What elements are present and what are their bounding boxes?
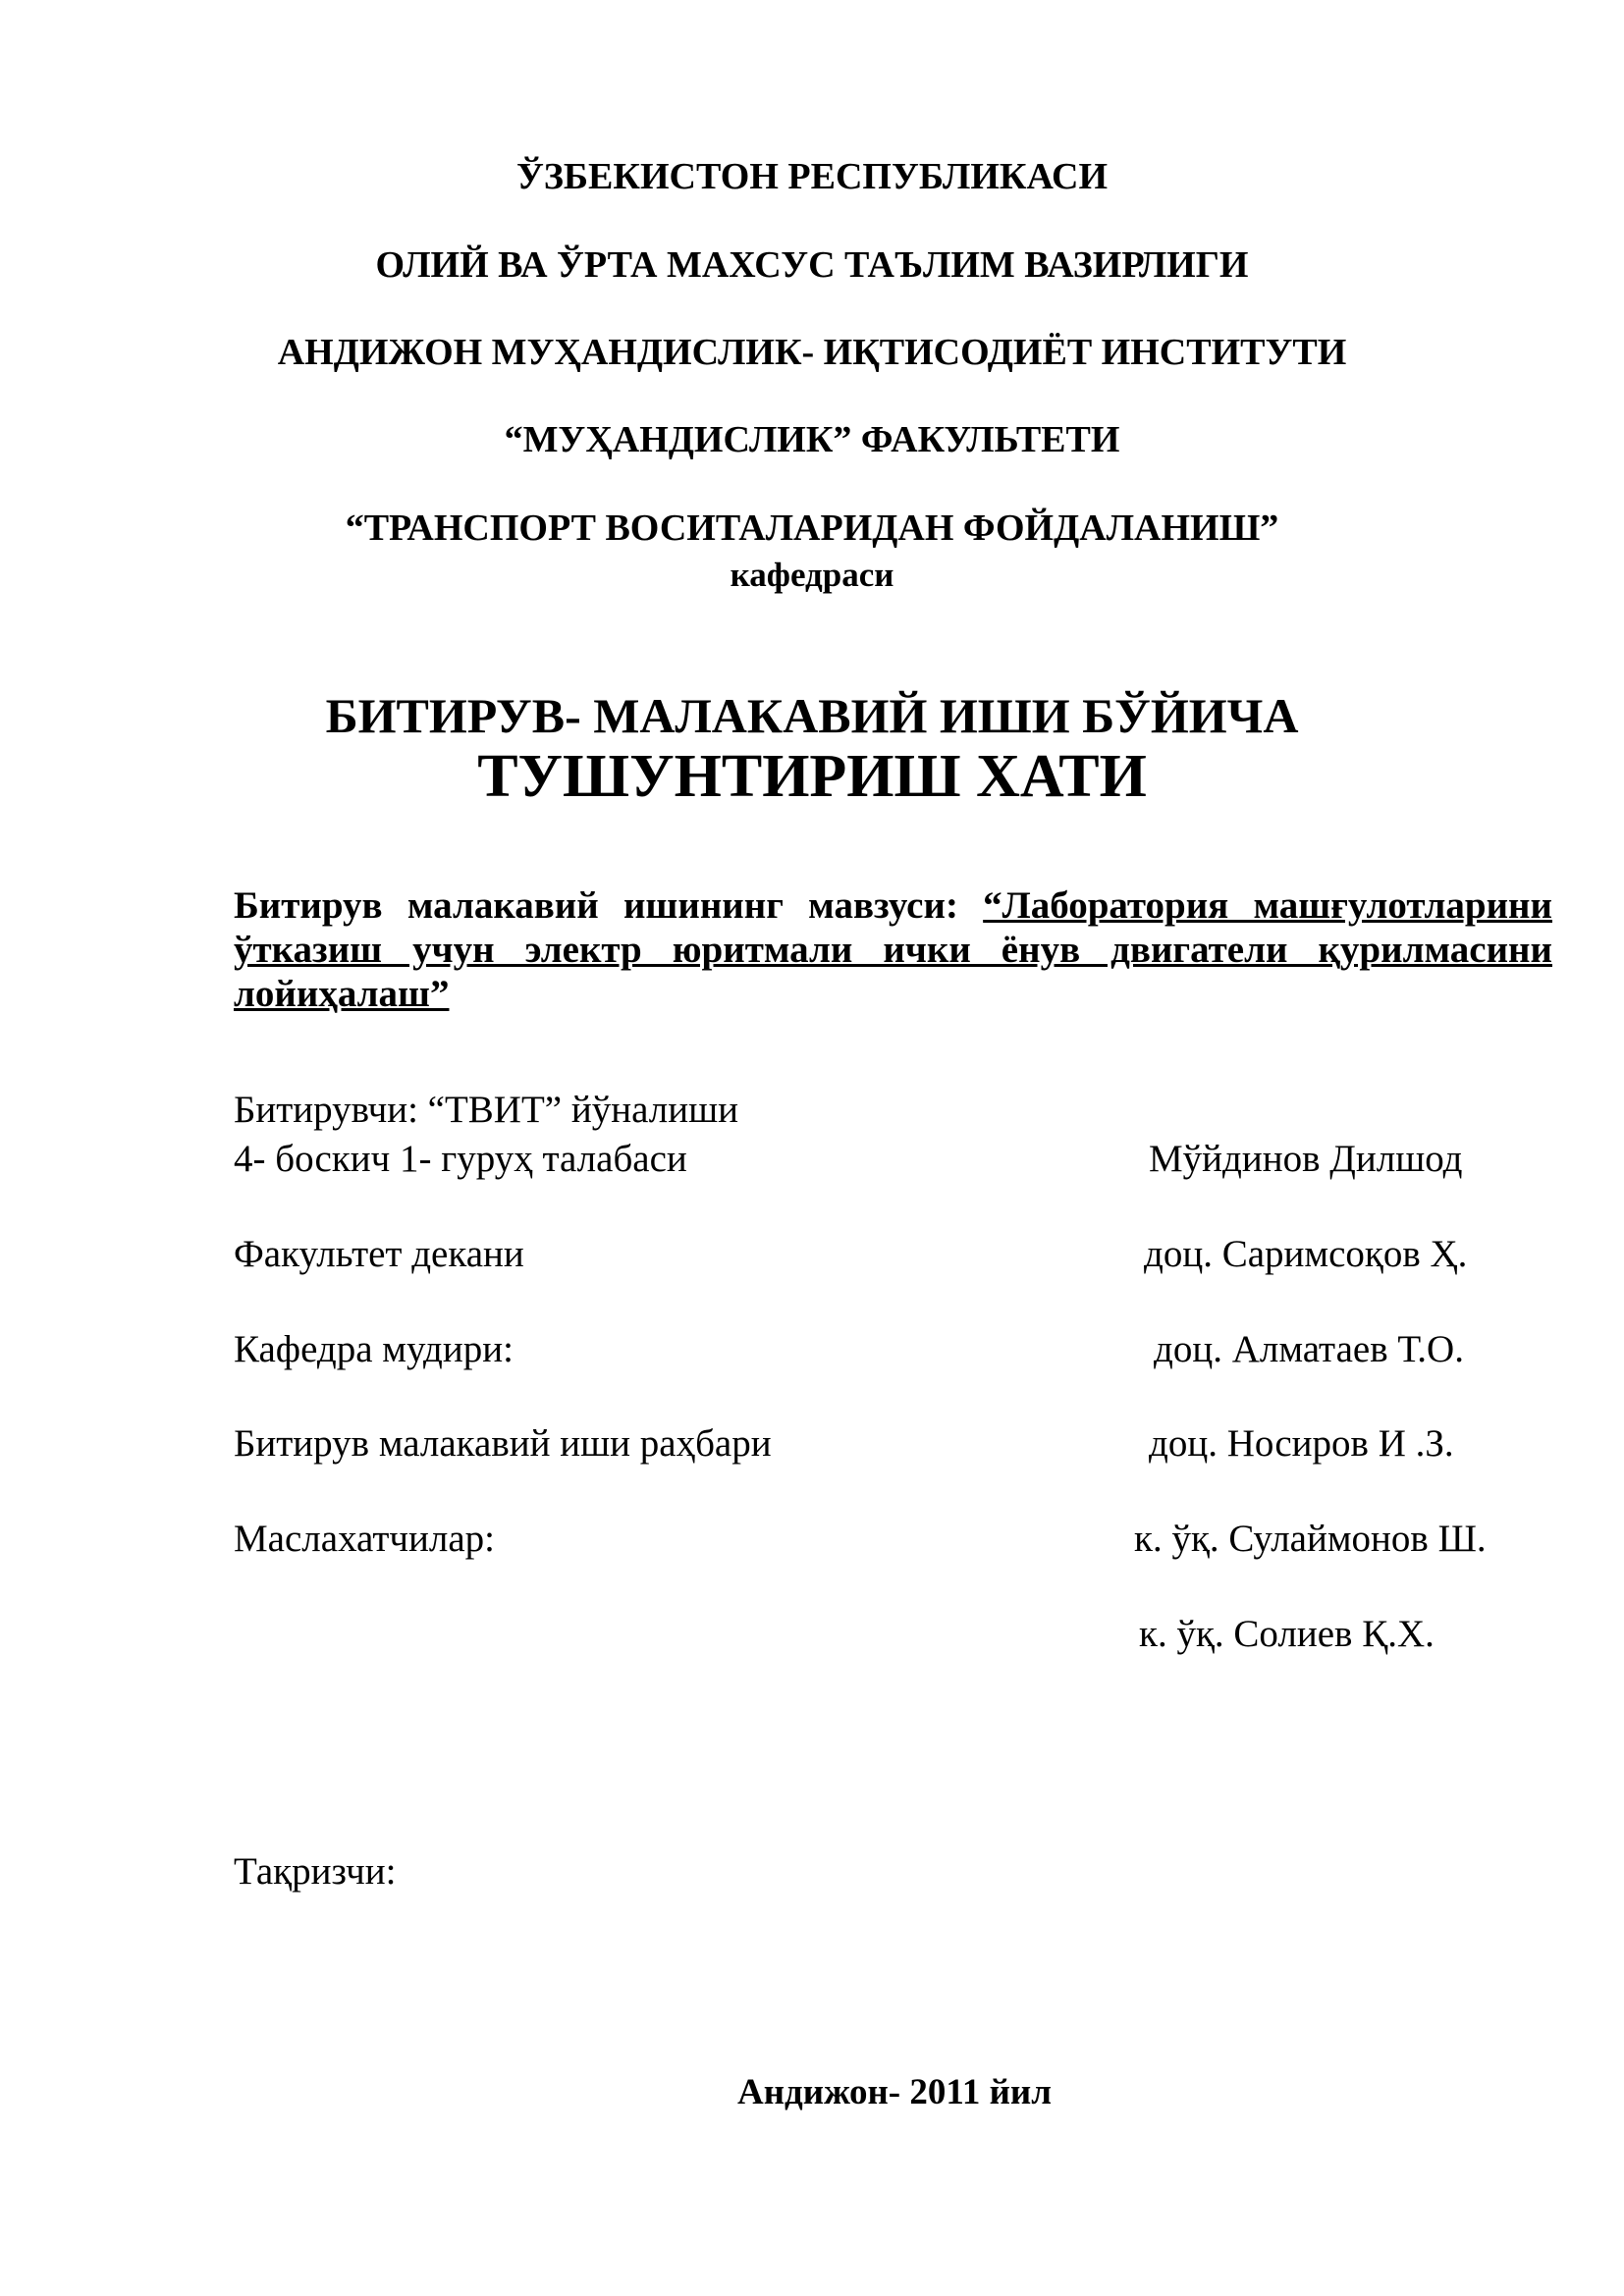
dean-name: доц. Саримсоқов Ҳ.: [1144, 1233, 1468, 1275]
dean-label: Факультет декани: [234, 1233, 524, 1275]
supervisor-label: Битирув малакавий иши раҳбари: [234, 1422, 772, 1465]
head-label: Кафедра мудири:: [234, 1328, 514, 1370]
consultants-label: Маслахатчилар:: [234, 1518, 495, 1560]
title-line-2: ТУШУНТИРИШ ХАТИ: [477, 743, 1147, 810]
consultant-1: к. ўқ. Сулаймонов Ш.: [1134, 1518, 1487, 1560]
title-line-1: БИТИРУВ- МАЛАКАВИЙ ИШИ БЎЙИЧА: [325, 688, 1299, 743]
student-name: Мўйдинов Дилшод: [1149, 1138, 1463, 1180]
header-faculty: “МУҲАНДИСЛИК” ФАКУЛЬТЕТИ: [504, 419, 1120, 460]
topic-text: “Лаборатория машғулотларини ўтказиш учун электр юритмали ички ёнув двигатели қурилмасини лойиҳалаш”: [234, 884, 1552, 1015]
topic-paragraph: [234, 883, 1552, 1016]
header-department-suffix: кафедраси: [730, 556, 894, 594]
head-name: доц. Алматаев Т.О.: [1154, 1328, 1464, 1370]
header-ministry: ОЛИЙ ВА ЎРТА МАХСУС ТАЪЛИМ ВАЗИРЛИГИ: [375, 244, 1249, 286]
topic-label: Битирув малакавий ишининг мавзуси:: [234, 884, 958, 927]
student-label-2: 4- боскич 1- гуруҳ талабаси: [234, 1138, 687, 1180]
supervisor-name: доц. Носиров И .З.: [1149, 1422, 1454, 1465]
header-institute: АНДИЖОН МУҲАНДИСЛИК- ИҚТИСОДИЁТ ИНСТИТУТИ: [277, 332, 1347, 373]
header-country: ЎЗБЕКИСТОН РЕСПУБЛИКАСИ: [515, 156, 1109, 197]
student-label-1: Битирувчи: “ТВИТ” йўналиши: [234, 1089, 738, 1131]
reviewer-label: Тақризчи:: [234, 1850, 397, 1893]
consultant-2: к. ўқ. Солиев Қ.Х.: [1139, 1613, 1435, 1655]
header-department: “ТРАНСПОРТ ВОСИТАЛАРИДАН ФОЙДАЛАНИШ”: [345, 507, 1279, 549]
footer-place-year: Андижон- 2011 йил: [737, 2072, 1052, 2112]
